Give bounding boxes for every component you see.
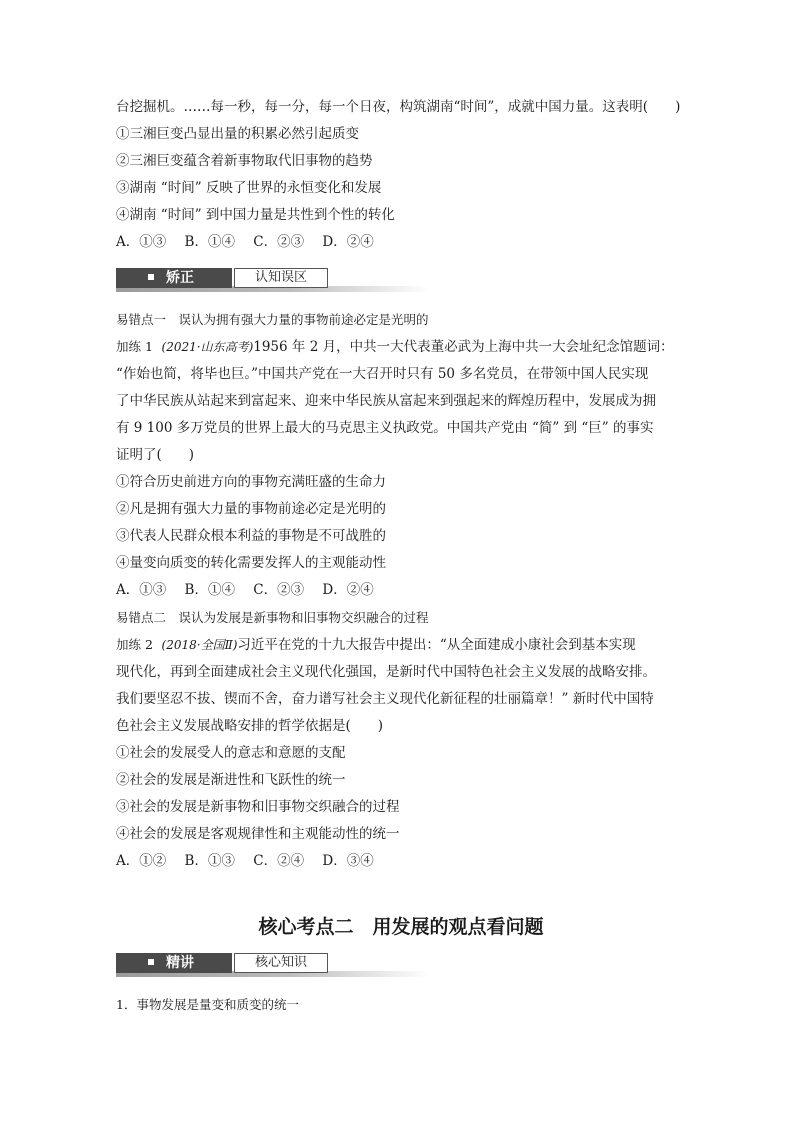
square-bullet-icon — [148, 959, 154, 965]
option-d: D．②④ — [322, 582, 374, 598]
choice-1: ①社会的发展受人的意志和意愿的支配 — [116, 745, 346, 761]
answer-options — [116, 577, 686, 604]
exercise-text: 1956 年 2 月，中共一大代表董必武为上海中共一大会址纪念馆题词： — [253, 339, 674, 355]
option-c: C．②③ — [253, 582, 305, 598]
option-d: D．③④ — [322, 853, 374, 869]
banner-light-label: 核心知识 — [234, 953, 328, 973]
exercise-text: 习近平在党的十九大报告中提出：“从全面建成小康社会到基本实现 — [237, 637, 636, 653]
exercise-text-line: 有 9 100 多万党员的世界上最大的马克思主义执政党。中国共产党由 “简” 到 “巨” 的事实 — [116, 420, 654, 436]
error-point-2 — [116, 604, 686, 875]
option-c: C．②③ — [253, 234, 305, 250]
option-b: B．①③ — [184, 853, 235, 869]
choice-3: ③代表人民群众根本利益的事物是不可战胜的 — [116, 528, 386, 544]
option-b: B．①④ — [184, 234, 235, 250]
exercise-label: 加练 2 — [116, 637, 153, 652]
answer-options — [116, 848, 686, 875]
option-c: C．②④ — [253, 853, 305, 869]
banner-dark-tab — [116, 953, 232, 973]
section-heading: 核心考点二 用发展的观点看问题 — [258, 916, 544, 938]
section-banner-correction — [116, 268, 430, 292]
error-point-1 — [116, 306, 686, 604]
exercise-text-line: 现代化，再到全面建成社会主义现代化强国，是新时代中国特色社会主义发展的战略安排。 — [116, 664, 656, 680]
exercise-text-line: 证明了( ) — [116, 447, 195, 463]
choice-2: ②社会的发展是渐进性和飞跃性的统一 — [116, 772, 346, 788]
option-a: A．①② — [116, 853, 167, 869]
error-point-title: 易错点二 误认为发展是新事物和旧事物交织融合的过程 — [116, 610, 429, 625]
choice-2: ②凡是拥有强大力量的事物前途必定是光明的 — [116, 501, 386, 517]
exercise-text-line: 色社会主义发展战略安排的哲学依据是( ) — [116, 718, 384, 734]
exercise-label: 加练 1 — [116, 339, 153, 354]
document-page — [116, 94, 686, 1018]
previous-question — [116, 94, 686, 256]
exercise-text-line: 了中华民族从站起来到富起来、迎来中华民族从富起来到强起来的辉煌历程中，发展成为拥 — [116, 393, 656, 409]
exercise-source: (2018·全国Ⅱ) — [161, 638, 238, 652]
option-a: A．①③ — [116, 582, 167, 598]
option-a: A．①③ — [116, 234, 167, 250]
square-bullet-icon — [148, 274, 154, 280]
choice-4: ④社会的发展是客观规律性和主观能动性的统一 — [116, 826, 400, 842]
banner-dark-label: 精讲 — [166, 955, 194, 971]
choice-4: ④量变向质变的转化需要发挥人的主观能动性 — [116, 555, 386, 571]
choice-2: ②三湘巨变蕴含着新事物取代旧事物的趋势 — [116, 153, 373, 169]
error-point-title: 易错点一 误认为拥有强大力量的事物前途必定是光明的 — [116, 312, 429, 327]
option-d: D．②④ — [322, 234, 374, 250]
choice-4: ④湖南 “时间” 到中国力量是共性到个性的转化 — [116, 207, 395, 223]
banner-dark-tab — [116, 268, 232, 288]
section-banner-lecture — [116, 953, 430, 977]
answer-options — [116, 229, 686, 256]
knowledge-point-1: 1．事物发展是量变和质变的统一 — [116, 997, 299, 1012]
choice-3: ③社会的发展是新事物和旧事物交织融合的过程 — [116, 799, 400, 815]
exercise-first-line — [116, 333, 686, 361]
exercise-source: (2021·山东高考) — [161, 340, 254, 354]
option-b: B．①④ — [184, 582, 235, 598]
exercise-first-line — [116, 631, 686, 659]
exercise-text-line: “作始也简，将毕也巨。”中国共产党在一大召开时只有 50 多名党员，在带领中国人民实现 — [116, 366, 649, 382]
question-stem-line: 台挖掘机。……每一秒，每一分，每一个日夜，构筑湖南“时间”，成就中国力量。这表明( ) — [116, 99, 681, 115]
choice-1: ①符合历史前进方向的事物充满旺盛的生命力 — [116, 474, 386, 490]
banner-light-label: 认知误区 — [234, 268, 328, 288]
choice-1: ①三湘巨变凸显出量的积累必然引起质变 — [116, 126, 359, 142]
exercise-text-line: 我们要坚忍不拔、锲而不舍，奋力谱写社会主义现代化新征程的壮丽篇章！” 新时代中国特 — [116, 691, 654, 707]
choice-3: ③湖南 “时间” 反映了世界的永恒变化和发展 — [116, 180, 382, 196]
banner-dark-label: 矫正 — [166, 270, 194, 286]
